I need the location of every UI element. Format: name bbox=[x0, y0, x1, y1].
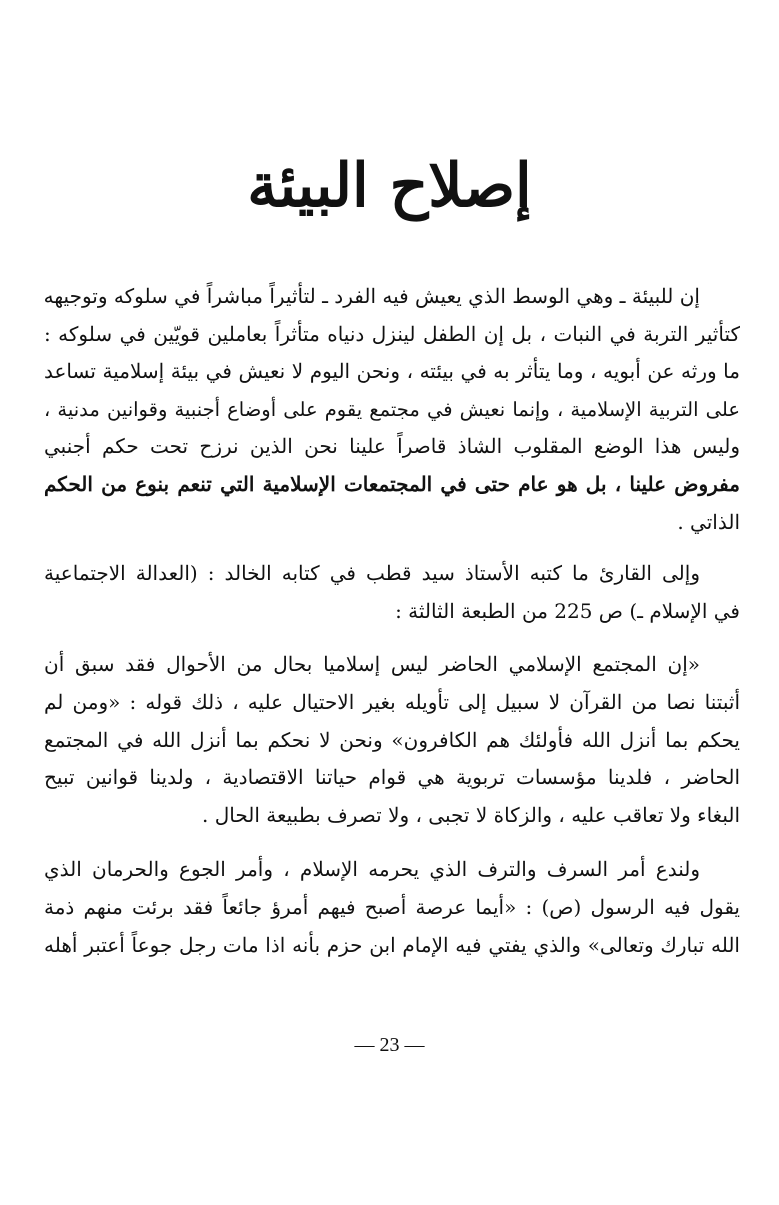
paragraph-2 bbox=[44, 555, 740, 630]
text-line: ما ورثه عن أبويه ، وما يتأثر به في بيئته ، ونحن اليوم لا نعيش في بيئة إسلامية تساعد bbox=[44, 359, 740, 384]
text-line: على التربية الإسلامية ، وإنما نعيش في مجتمع يقوم على أوضاع أجنبية وقوانين مدنية ، bbox=[44, 397, 740, 421]
text-line: الذاتي . bbox=[677, 509, 740, 534]
body-text bbox=[44, 278, 740, 964]
text-line: وإلى القارئ ما كتبه الأستاذ سيد قطب في كتابه الخالد : (العدالة الاجتماعية bbox=[44, 561, 700, 586]
text-line: الله تبارك وتعالى» والذي يفتي فيه الإمام ابن حزم بأنه اذا مات رجل جوعاً أعتبر أهله bbox=[44, 932, 740, 957]
quotation-paragraph bbox=[44, 646, 740, 834]
text-line: البغاء ولا تعاقب عليه ، والزكاة لا تجبى ، ولا تصرف بطبيعة الحال . bbox=[202, 802, 740, 827]
text-line: كتأثير التربة في النبات ، بل إن الطفل لينزل دنياه متأثراً بعاملين قويّين في سلوكه : bbox=[44, 321, 740, 346]
text-line: أثبتنا نصا من القرآن لا سبيل إلى تأويله بغير الاحتيال عليه ، ذلك قوله : «ومن لم bbox=[44, 689, 740, 714]
chapter-title: إصلاح البيئة bbox=[247, 151, 532, 221]
text-line: الحاضر ، فلدينا مؤسسات تربوية هي قوام حياتنا الاقتصادية ، ولدينا قوانين تبيح bbox=[44, 765, 740, 790]
text-line: إن للبيئة ـ وهي الوسط الذي يعيش فيه الفرد ـ لتأثيراً مباشراً في سلوكه وتوجيهه bbox=[44, 284, 700, 308]
text-line: في الإسلام ـ) ص 225 من الطبعة الثالثة : bbox=[395, 598, 740, 623]
paragraph-1 bbox=[44, 278, 740, 541]
text-line: مفروض علينا ، بل هو عام حتى في المجتمعات الإسلامية التي تنعم بنوع من الحكم bbox=[44, 471, 740, 496]
text-line: يحكم بما أنزل الله فأولئك هم الكافرون» ونحن لا نحكم بما أنزل الله في المجتمع bbox=[44, 727, 740, 752]
page-number: — 23 — bbox=[354, 1034, 425, 1056]
paragraph-4 bbox=[44, 851, 740, 964]
text-line: يقول فيه الرسول (ص) : «أيما عرصة أصبح فيهم أمرؤ جائعاً فقد برئت منهم ذمة bbox=[44, 894, 740, 919]
text-line: «إن المجتمع الإسلامي الحاضر ليس إسلاميا بحال من الأحوال فقد سبق أن bbox=[44, 652, 700, 677]
text-line: ولندع أمر السرف والترف الذي يحرمه الإسلام ، وأمر الجوع والحرمان الذي bbox=[44, 857, 700, 882]
text-line: وليس هذا الوضع المقلوب الشاذ قاصراً علينا نحن الذين نرزح تحت حكم أجنبي bbox=[44, 434, 740, 459]
